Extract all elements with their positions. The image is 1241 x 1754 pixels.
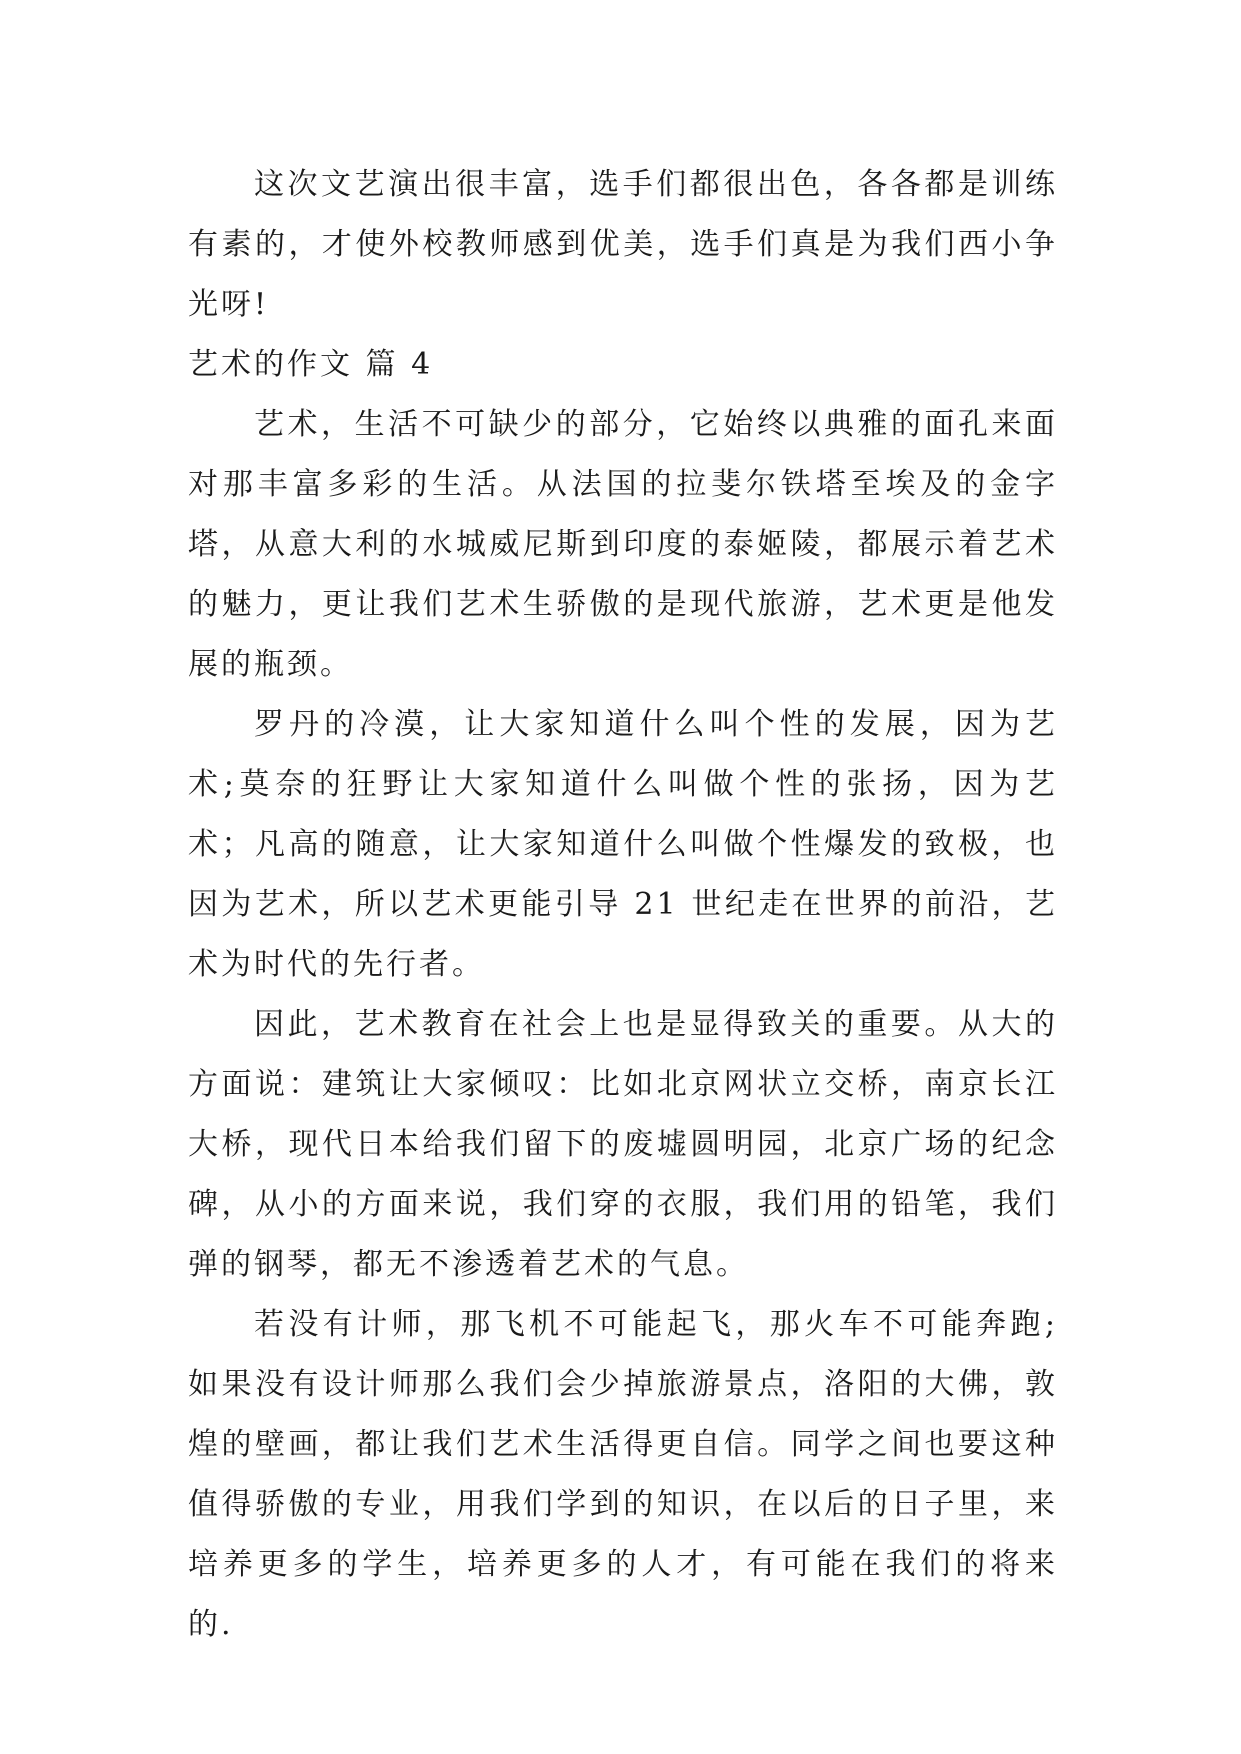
body-paragraph-1: 艺术，生活不可缺少的部分，它始终以典雅的面孔来面对那丰富多彩的生活。从法国的拉斐尔铁塔至埃及的金字塔，从意大利的水城威尼斯到印度的泰姬陵，都展示着艺术的魅力，更让我们艺术生骄傲的是现代旅游，艺术更是他发展的瓶颈。 (188, 407, 1058, 682)
body-paragraph-4: 若没有计师，那飞机不可能起飞，那火车不可能奔跑;如果没有设计师那么我们会少掉旅游景点，洛阳的大佛，敦煌的壁画，都让我们艺术生活得更自信。同学之间也要这种值得骄傲的专业，用我们学到的知识，在以后的日子里，来培养更多的学生，培养更多的人才，有可能在我们的将来的. (188, 1307, 1058, 1642)
section-title: 艺术的作文 篇 4 (188, 347, 434, 382)
intro-paragraph: 这次文艺演出很丰富，选手们都很出色，各各都是训练有素的，才使外校教师感到优美，选手们真是为我们西小争光呀! (188, 167, 1058, 322)
document-body (188, 155, 1058, 1655)
body-paragraph-2: 罗丹的冷漠，让大家知道什么叫个性的发展，因为艺术;莫奈的狂野让大家知道什么叫做个性的张扬，因为艺术；凡高的随意，让大家知道什么叫做个性爆发的致极，也因为艺术，所以艺术更能引导 21 世纪走在世界的前沿，艺术为时代的先行者。 (188, 707, 1058, 982)
body-paragraph-3: 因此，艺术教育在社会上也是显得致关的重要。从大的方面说：建筑让大家倾叹：比如北京网状立交桥，南京长江大桥，现代日本给我们留下的废墟圆明园，北京广场的纪念碑，从小的方面来说，我们穿的衣服，我们用的铅笔，我们弹的钢琴，都无不渗透着艺术的气息。 (188, 1007, 1058, 1282)
